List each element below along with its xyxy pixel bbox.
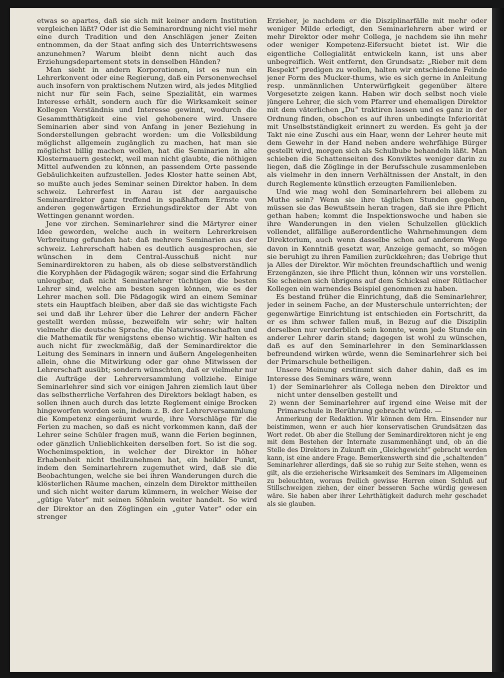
editor-note: Anmerkung der Redaktion. Wir können dem Hrn. Einsender nur beistimmen, wenn er auch hier konservatischen Grundsätzen das Wort redet. Ob aber die Stellung der Seminardirektoren nicht je eng mit dem Bestehen der Internate zusammenhängt und, ob an die Stelle des Direktors in Zukunft ein „Gleichgewicht“ gebracht werden kann, ist eine andere Frage. Bemerkenswerth sind die „schaltenden“ Seminarlehrer allerdings, daß sie so ruhig zur Seite stehen, wenn es gilt, als die erzieherische Wirksamkeit des Seminars im Allgemeinen zu beleuchten, woraus freilich gewisse Herren einen Schluß auf Stillschweigen ziehen, der einer besseren Sache würdig gewesen wäre. Sie haben aber ihrer Lehrthätigkeit dadurch mehr geschadet als sie glauben. bbox=[267, 416, 487, 508]
paragraph: Man sieht in andern Korporationen, ist es nun ein Lehrerkonvent oder eine Regierung, daß ein Personenwechsel auch insofern von praktischem Nutzen wird, als jedes Mitglied nicht nur für sein Fach, seine Spezialität, ein warmes Interesse erhält, sondern auch für die Wirksamkeit seiner Kollegen Verständnis und Interesse gewinnt, wodurch die Gesammtthätigkeit eine viel gehobenere wird. Unsere Seminarien aber sind von Anfang in jener Beziehung in Sonderstellungen gebracht worden: um die Volksbildung möglichst allgemein zugänglich zu machen, hat man sie möglichst billig machen wollen, hat die Seminarien in alte Klostermauern gesteckt, weil man nicht glaubte, die nöthigen Mittel aufwenden zu können, an passendem Orte passende Gebäulichkeiten aufzustellen. Jedes Kloster hatte seinen Abt, so mußte auch jedes Seminar seinen Direktor haben. In dem schweiz. Lehrerfest in Aarau ist der aargauische Seminardirektor ganz treffend in spaßhaftem Ernste von anderen gegenwärtigen Erziehungsdirektor der Abt von Wettingen genannt worden. bbox=[37, 65, 257, 220]
paragraph: Und wie mag wohl den Seminarlehrern bei allebem zu Muthe sein? Wenn sie ihre täglichen Stunden gegeben, müssen sie das Bewußtsein heran tragen, daß sie ihre Pflicht gethan haben; kommt die Inspektionswoche und haben sie ihre Wanderungen in den vielen Schulzellen glücklich vollendet, allfällige außerordentliche Wahrnehmungen dem Direktorium, auch wenn dasselbe schon auf anderem Wege davon in Kenntniß gesetzt war, Anzeige gemacht, so mögen sie beruhigt zu ihren Familien zurückkehren; das Uebrige thut ja Alles der Direktor. Wir möchten freundschaftlich und wenig Erzengänzen, sie ihre Pflicht thun, können wir uns vorstellen. Sie scheinen sich übrigens auf dem Schicksal einer Rütlacher Kollegen ein warnendes Beispiel genommen zu haben. bbox=[267, 187, 487, 294]
paragraph: Unsere Meinung erstimmt sich daher dahin, daß es im Interesse des Seminars wäre, wenn bbox=[267, 366, 487, 383]
numbered-list bbox=[267, 383, 487, 416]
list-item: 1) der Seminarlehrer als Collega neben den Direktor und nicht unter denselben gestellt und bbox=[269, 382, 487, 399]
left-column bbox=[37, 17, 257, 663]
list-item: 2) wenn der Seminarlehrer auf irgend eine Weise mit der Primarschule in Berührung gebracht würde. — bbox=[269, 398, 487, 415]
paragraph: Es bestand früher die Einrichtung, daß die Seminarlehrer, jeder in seinem Fache, an der Musterschule unterrichten; der gegenwärtige Einrichtung ist entschieden ein Fortschritt, da er es ihm schwer fallen muß, in Bezug auf die Disziplin derselben nur verderblich sein konnte, wenn jede Stunde ein anderer Lehrer darin stand; dagegen ist wohl zu wünschen, daß es auf den Seminarlehrer in den Seminarklassen befreundend wirken würde, wenn die Seminarlehrer sich bei der Primarschule betheiligen. bbox=[267, 293, 487, 367]
page-edge bbox=[492, 8, 504, 672]
paragraph: Jene vor zirchen. Seminarlehrer sind die Märtyrer einer Idee geworden, welche auch in weitern Lehrerkreisen Verbreitung gefunden hat: daß mehrere Seminarien aus der schweiz. Lehrerschaft haben es deutlich ausgesprochen, sie wünschen in dem Central-Ausschuß nicht nur Seminardirektoren zu haben, als ob diese selbstverständlich die Koryphäen der Pädagogik wären; sogar sind die Erfahrung unleugbar, daß nicht Seminarlehrer tüchtigen die besten Lehrer sind, welche am besten sagen können, wie es der Lehrer machen soll. Die Pädagogik wird an einem Seminar stets ein Hauptfach bleiben, aber daß sie das wichtigste Fach sei und daß ihr Lehrer über die Lehrer der andern Fächer gestellt werden müsse, bezweifeln wir sehr; wir halten vielmehr die deutsche Sprache, die Naturwissenschaften und die Mathematik für wenigstens ebenso wichtig. Wir halten es auch nicht für zweckmäßig, daß der Seminardirektor die Leitung des Seminars in innern und äußern Angelegenheiten allein, ohne die Mitwirkung oder gar ohne Mitwissen der Lehrerschaft ausübt; sondern wünschten, daß er vielmehr nur die Aufträge der Lehrerversammlung vollziehe. Einige Seminarlehrer sind sich vor einigen Jahren ziemlich laut über das selbstherrliche Verfahren des Direktors beklagt haben, es sollen ihnen auch durch das letzte Reglement einige Brocken hingeworfen worden sein, indem z. B. der Lehrerversammlung die Kompetenz eingeräumt wurde, ihre Vorschläge für die Ferien zu machen, so daß es nicht vorkommen kann, daß der Lehrer seine Schüler fragen muß, wann die Ferien beginnen, oder gänzlich Unlieblichkeiten derselben fort. So ist die sog. Wochenimspektion, in welcher der Direktor in höher Erhabenheit nicht theilzunehmen hat, ein heikler Punkt, indem den Seminarlehrern zugemuthet wird, daß sie die Beobachtungen, welche sie bei ihren Wanderungen durch die klösterlichen Räume machen, einzeln dem Direktor mittheilen und sich nicht weiter darum kümmern, in welcher Weise der „gütige Vater“ mit seinen Söhnlein weiter handelt. So wird der Direktor an den Zöglingen ein „guter Vater“ oder ein strenger bbox=[37, 220, 257, 521]
paragraph: Erzieher, je nachdem er die Disziplinarfälle mit mehr oder weniger Milde erledigt, den Seminarlehrern aber wird er mehr Direktor oder mehr Collega, je nachdem sie ihn mehr oder weniger Kompetenz-Eifersucht bietet ist. Wir die eigentliche Collegialität entwickeln kann, ist uns aber unbegreiflich. Weit entfernt, den Grundsatz: „Rieber mit dem Respekt“ predigen zu wollen, halten wir entschiedene Feinde jener Form des Mucker-thums, wie es sich gerne in Anleitung resp. unmännlichen Unterwürfigkeit gegenüber ältere Vorgesetzte zeigen kann. Haben wir doch selbst noch viele jüngere Lehrer, die sich vom Pfarrer und ehemaligen Direktor mit dem väterlichen „Du“ traktiren lassen und es ganz in der Ordnung finden, obschon es auf ihren unbedingte Inferiorität mit Unselbstständigkeit erinnert zu werden. Es geht ja der Takt nie eine Zuschi aus ein Haar, wenn der Lehrer heute mit dem Gewehr in der Hand neben andere wehrfähige Bürger gestellt wird, morgen sich als Schulbube behandeln läßt. Man schieben die Schattenseiten des Konviktes weniger darin zu liegen, daß die Zöglinge in der Berufsschule zusammenleben als vielmehr in den innern Verhältnissen der Anstalt, in den durch Reglemente künstlich erzeugten Familienleben. bbox=[267, 17, 487, 188]
newspaper-page bbox=[10, 8, 492, 672]
right-column bbox=[267, 17, 487, 663]
paragraph: etwas so apartes, daß sie sich mit keiner andern Institution vergleichen läßt? Oder ist die Seminarordnung nicht viel mehr eine durch Tradition und den Anschlägen jener Zeiten entnommen, da der Staat anfing sich des Unterrichtswesens anzunehmen? Warum bleibt denn nicht auch das Erziehungsdepartement stets in denselben Händen? bbox=[37, 17, 257, 66]
